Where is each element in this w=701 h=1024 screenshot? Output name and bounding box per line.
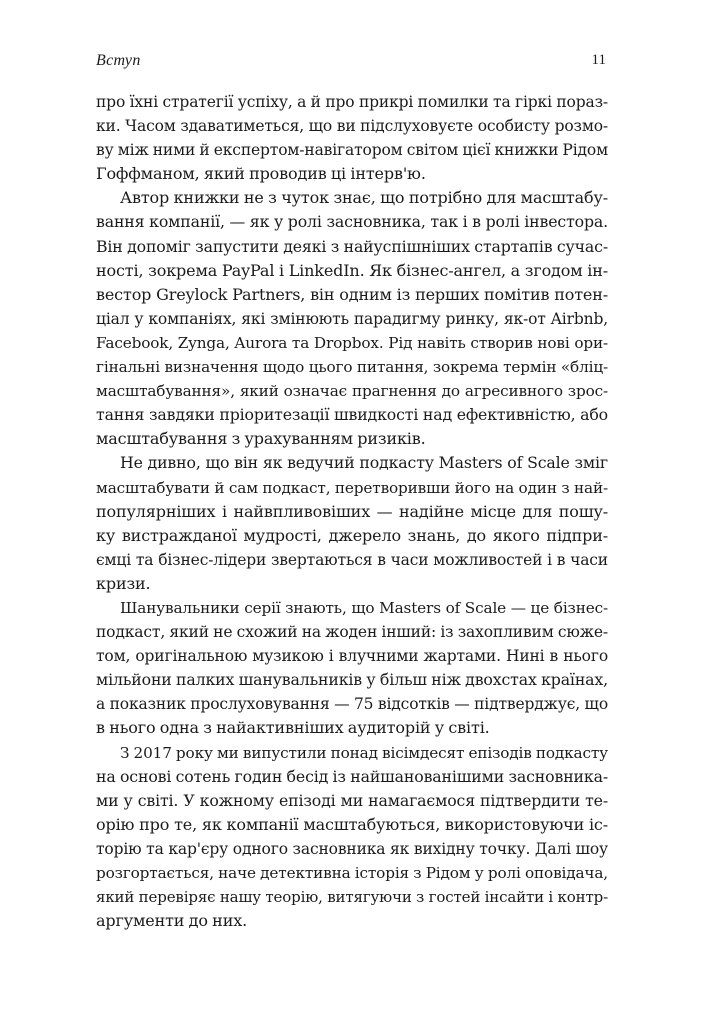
text-line: Він допоміг запустити деякі з найуспішніших стартапів сучас- [96, 236, 608, 256]
text-line: на основі сотень годин бесід із найшанованішими засновника- [96, 766, 608, 786]
text-line: Не дивно, що він як ведучий подкасту Masters of Scale зміг [120, 453, 608, 473]
chapter-title: Вступ [96, 52, 141, 69]
text-line: ності, зокрема PayPal і LinkedIn. Як бізнес-ангел, а згодом ін- [96, 260, 608, 280]
text-line: популярніших і найвпливовіших — надійне місце для пошу- [96, 501, 608, 521]
text-line: ми у світі. У кожному епізоді ми намагаємося підтвердити те- [96, 790, 608, 810]
text-line: про їхні стратегії успіху, а й про прикрі помилки та гіркі порaз- [96, 93, 608, 111]
text-line: Гоффманом, який проводив ці інтерв'ю. [96, 164, 426, 184]
text-line: ємці та бізнес-лідери звертаються в часи можливостей і в часи [96, 550, 608, 569]
text-line: ціал у компаніях, які змінюють парадигму ринку, як-от Airbnb, [96, 309, 608, 328]
text-line: орію про те, як компанії масштабуються, використовуючи іс- [96, 814, 608, 834]
text-line: вання компанії, — як у ролі засновника, так і в ролі інвестора. [96, 212, 608, 232]
text-line: а показник прослуховування — 75 відсотків — підтверджує, що [96, 695, 608, 714]
text-line: Автор книжки не з чуток знає, що потрібно для масштабу- [120, 188, 608, 208]
text-line: в нього одна з найактивніших аудиторій у світі. [96, 718, 490, 738]
text-line: аргументи до них. [96, 911, 248, 931]
running-header [96, 52, 606, 74]
page-number: 11 [591, 52, 606, 68]
text-line: ку вистражданої мудрості, джерело знань, до якого підпри- [96, 525, 608, 545]
text-line: торію та кар'єру одного засновника як вихідну точку. Далі шоу [96, 839, 608, 858]
text-line: З 2017 року ми випустили понад вісімдесят епізодів подкасту [120, 743, 608, 762]
text-line: масштабування», який означає прагнення до агресивного зрос- [96, 382, 608, 401]
body-text [96, 90, 608, 933]
text-line: подкаст, який не схожий на жоден інший: із захопливим сюже- [96, 623, 608, 642]
text-line: масштабувати й сам подкаст, перетворивши його на один з най- [96, 478, 608, 497]
text-line: вестор Greylock Partners, він одним із перших помітив потен- [96, 284, 608, 304]
text-line: ки. Часом здаватиметься, що ви підслуховуєте особисту розмо- [96, 117, 608, 136]
text-line: Шанувальники серії знають, що Masters of Scale — це бізнес- [120, 598, 608, 617]
text-line: том, оригінальною музикою і влучними жартами. Нині в нього [96, 647, 608, 666]
text-line: гінальні визначення щодо цього питання, зокрема термін «бліц- [96, 358, 608, 377]
text-line: тання завдяки пріоритезації швидкості над ефективністю, або [96, 405, 608, 425]
text-line: розгортається, наче детективна історія з Рідом у ролі оповідача, [96, 864, 608, 882]
text-line: кризи. [96, 573, 151, 593]
text-line: ву між ними й експертом-навігатором світом цієї книжки Рідом [96, 141, 608, 160]
text-line: який перевіряє нашу теорію, витягуючи з гостей інсайти і контр- [96, 888, 608, 907]
text-line: масштабування з урахуванням ризиків. [96, 429, 426, 449]
text-line: мільйони палких шанувальників у більш ніж двохстах країнах, [96, 670, 608, 690]
text-line: Facebook, Zynga, Aurora та Dropbox. Рід навіть створив нові ори- [96, 333, 608, 352]
